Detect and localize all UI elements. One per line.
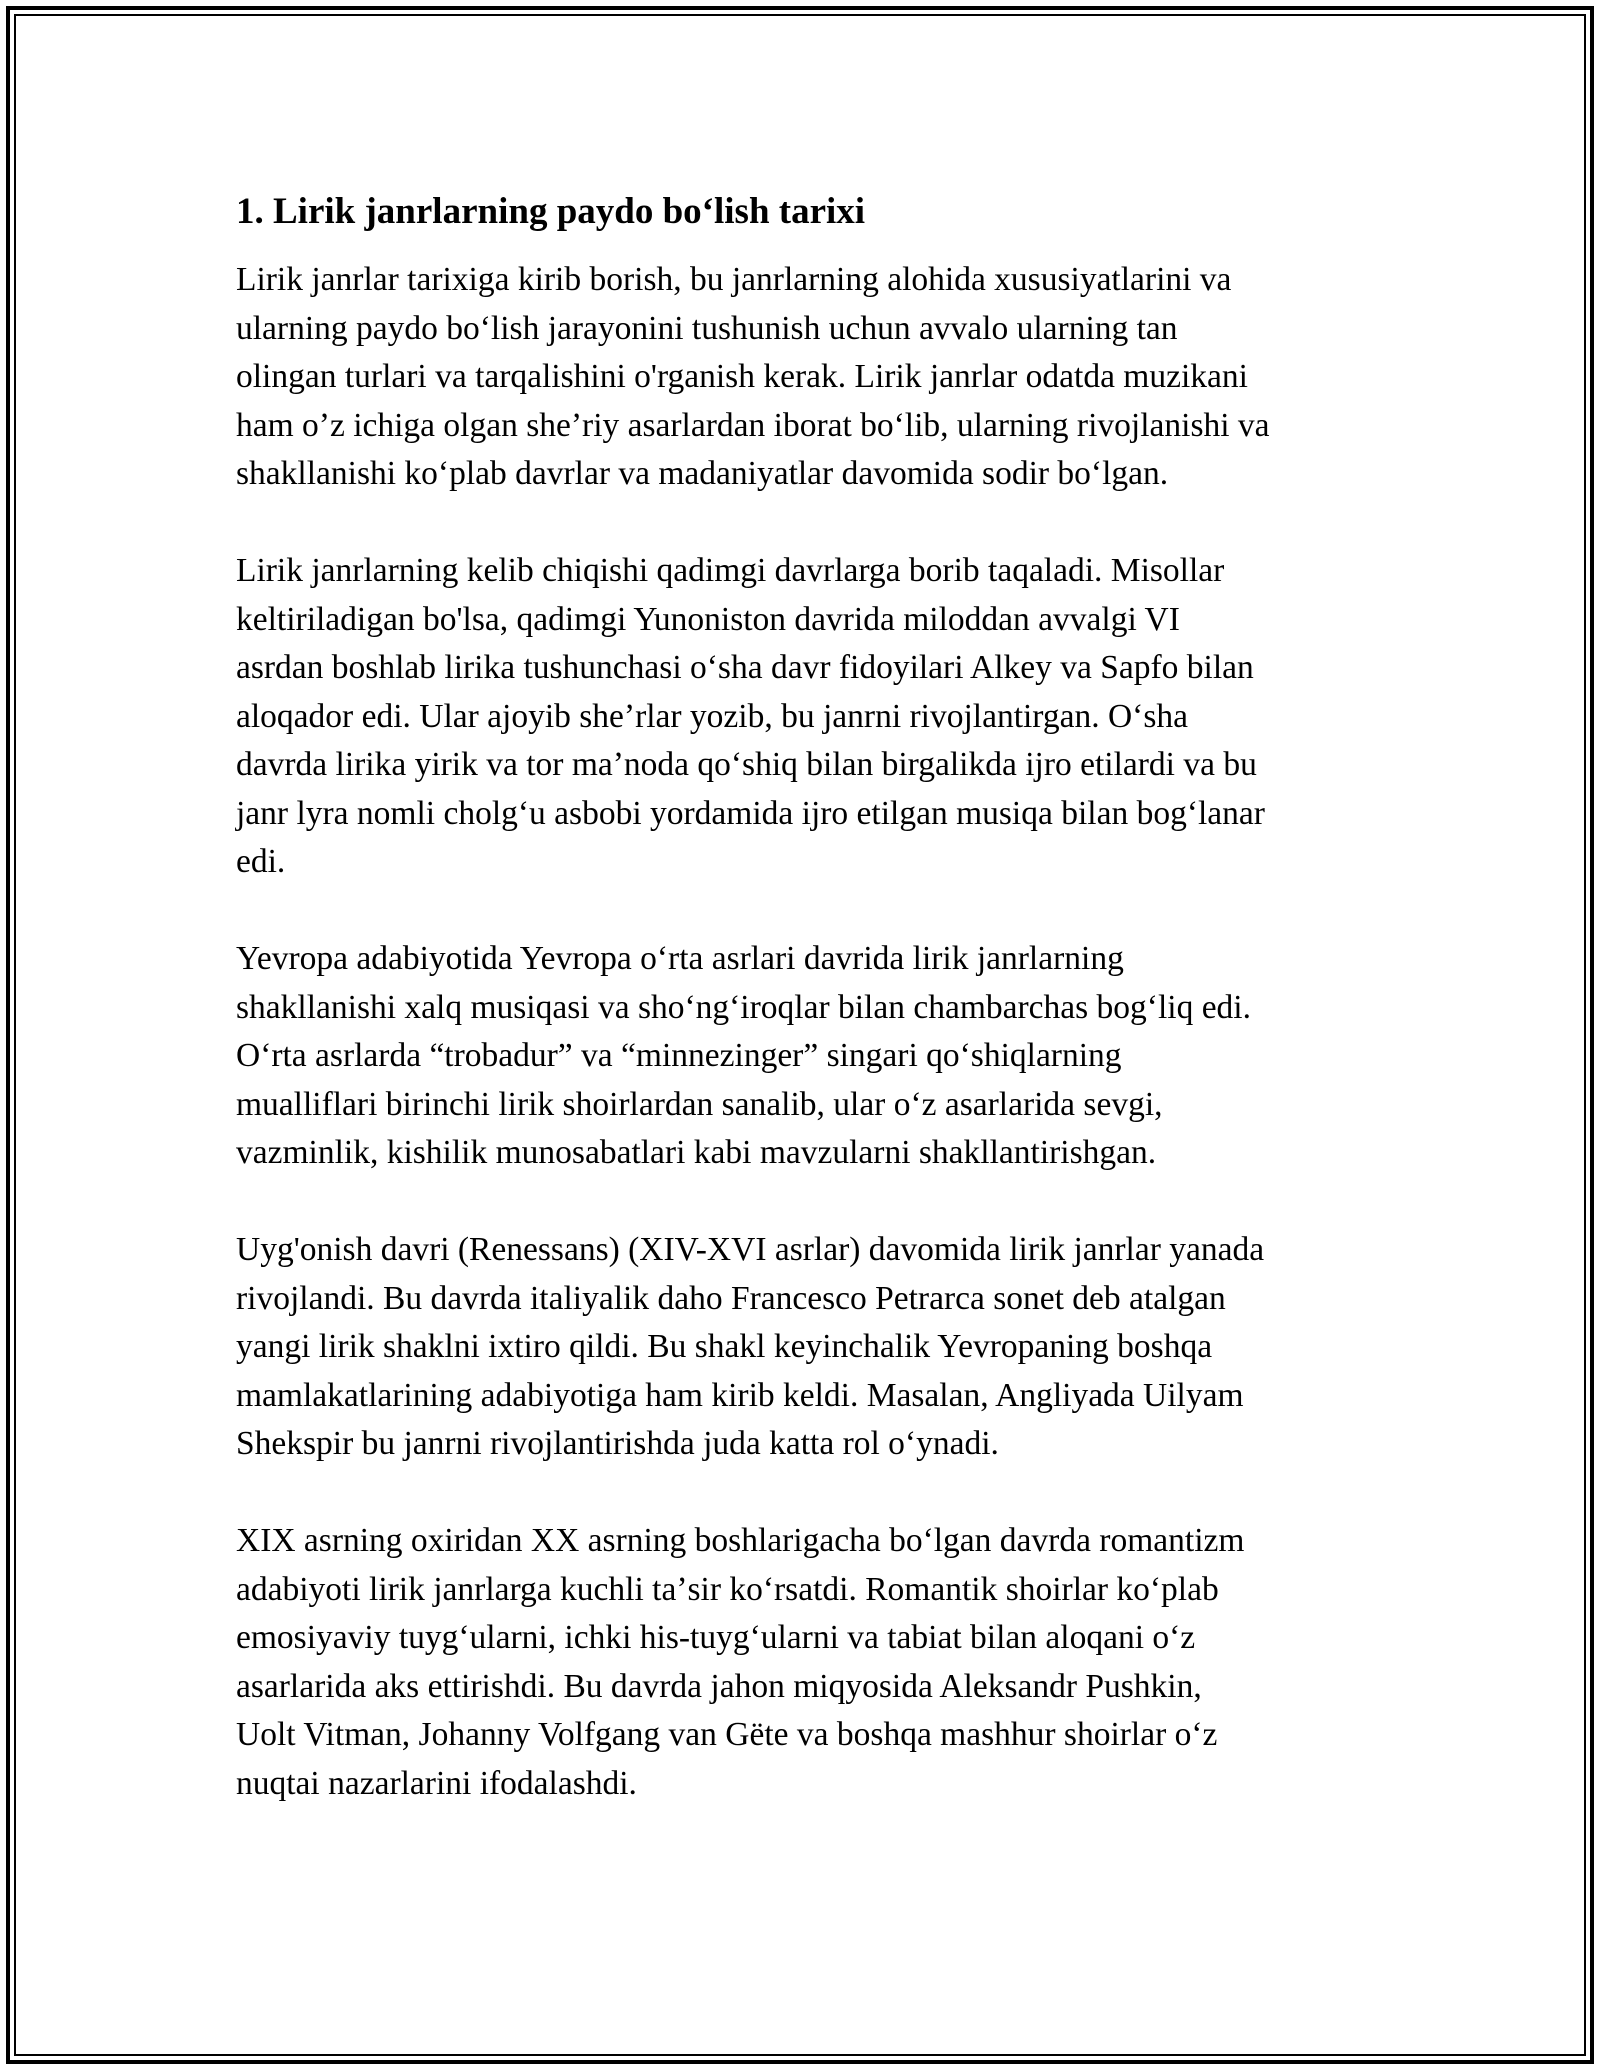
section-heading: 1. Lirik janrlarning paydo boʻlish tarixi — [236, 191, 866, 232]
text-line: rivojlandi. Bu davrda italiyalik daho Francesco Petrarca sonet deb atalgan — [236, 1279, 1226, 1317]
text-line: Yevropa adabiyotida Yevropa oʻrta asrlari davrida lirik janrlarning — [236, 940, 1124, 977]
text-line: Shekspir bu janrni rivojlantirishda juda katta rol oʻynadi. — [236, 1425, 999, 1462]
text-line: yangi lirik shaklni ixtiro qildi. Bu shakl keyinchalik Yevropaning boshqa — [236, 1328, 1213, 1365]
text-line: Uyg'onish davri (Renessans) (XIV-XVI asrlar) davomida lirik janrlar yanada — [236, 1231, 1265, 1268]
text-line: keltiriladigan bo'lsa, qadimgi Yunoniston davrida miloddan avvalgi VI — [236, 600, 1180, 638]
paragraph-middle-ages — [236, 935, 1376, 1178]
text-line: asarlarida aks ettirishdi. Bu davrda jahon miqyosida Aleksandr Pushkin, — [236, 1667, 1202, 1705]
text-line: edi. — [236, 843, 286, 880]
text-line: mamlakatlarining adabiyotiga ham kirib keldi. Masalan, Angliyada Uilyam — [236, 1376, 1244, 1414]
text-line: Lirik janrlarning kelib chiqishi qadimgi davrlarga borib taqaladi. Misollar — [236, 552, 1225, 589]
text-line: davrda lirika yirik va tor maʼnoda qoʻshiq bilan birgalikda ijro etilardi va bu — [236, 746, 1257, 783]
paragraph-intro — [236, 256, 1376, 499]
text-line: shakllanishi koʻplab davrlar va madaniyatlar davomida sodir boʻlgan. — [236, 455, 1169, 492]
paragraph-ancient-origins — [236, 547, 1376, 887]
text-line: aloqador edi. Ular ajoyib sheʼrlar yozib, bu janrni rivojlantirgan. Oʻsha — [236, 697, 1188, 735]
text-line: nuqtai nazarlarini ifodalashdi. — [236, 1764, 637, 1802]
text-line: XIX asrning oxiridan XX asrning boshlarigacha boʻlgan davrda romantizm — [236, 1522, 1245, 1559]
text-line: asrdan boshlab lirika tushunchasi oʻsha davr fidoyilari Alkey va Sapfo bilan — [236, 649, 1254, 686]
text-line: shakllanishi xalq musiqasi va shoʻngʻiroqlar bilan chambarchas bogʻliq edi. — [236, 988, 1251, 1026]
text-line: ham oʼz ichiga olgan sheʼriy asarlardan iborat boʻlib, ularning rivojlanishi va — [236, 406, 1270, 444]
text-line: vazminlik, kishilik munosabatlari kabi mavzularni shakllantirishgan. — [236, 1134, 1157, 1171]
text-line: mualliflari birinchi lirik shoirlardan sanalib, ular oʻz asarlarida sevgi, — [236, 1085, 1163, 1123]
paragraph-renaissance — [236, 1226, 1376, 1469]
text-line: ularning paydo boʻlish jarayonini tushunish uchun avvalo ularning tan — [236, 309, 1178, 347]
text-line: Lirik janrlar tarixiga kirib borish, bu janrlarning alohida xususiyatlarini va — [236, 261, 1232, 298]
text-line: adabiyoti lirik janrlarga kuchli taʼsir koʻrsatdi. Romantik shoirlar koʻplab — [236, 1570, 1219, 1608]
text-line: olingan turlari va tarqalishini o'rganish kerak. Lirik janrlar odatda muzikani — [236, 358, 1248, 395]
text-line: janr lyra nomli cholgʻu asbobi yordamida ijro etilgan musiqa bilan bogʻlanar — [236, 794, 1265, 832]
text-line: Oʻrta asrlarda “trobadur” va “minnezinger” singari qoʻshiqlarning — [236, 1037, 1122, 1074]
document-body — [236, 186, 1376, 1857]
text-line: emosiyaviy tuygʻularni, ichki his-tuygʻularni va tabiat bilan aloqani oʻz — [236, 1619, 1196, 1656]
paragraph-romanticism — [236, 1517, 1376, 1808]
text-line: Uolt Vitman, Johanny Volfgang van Gëte va boshqa mashhur shoirlar oʻz — [236, 1716, 1218, 1753]
